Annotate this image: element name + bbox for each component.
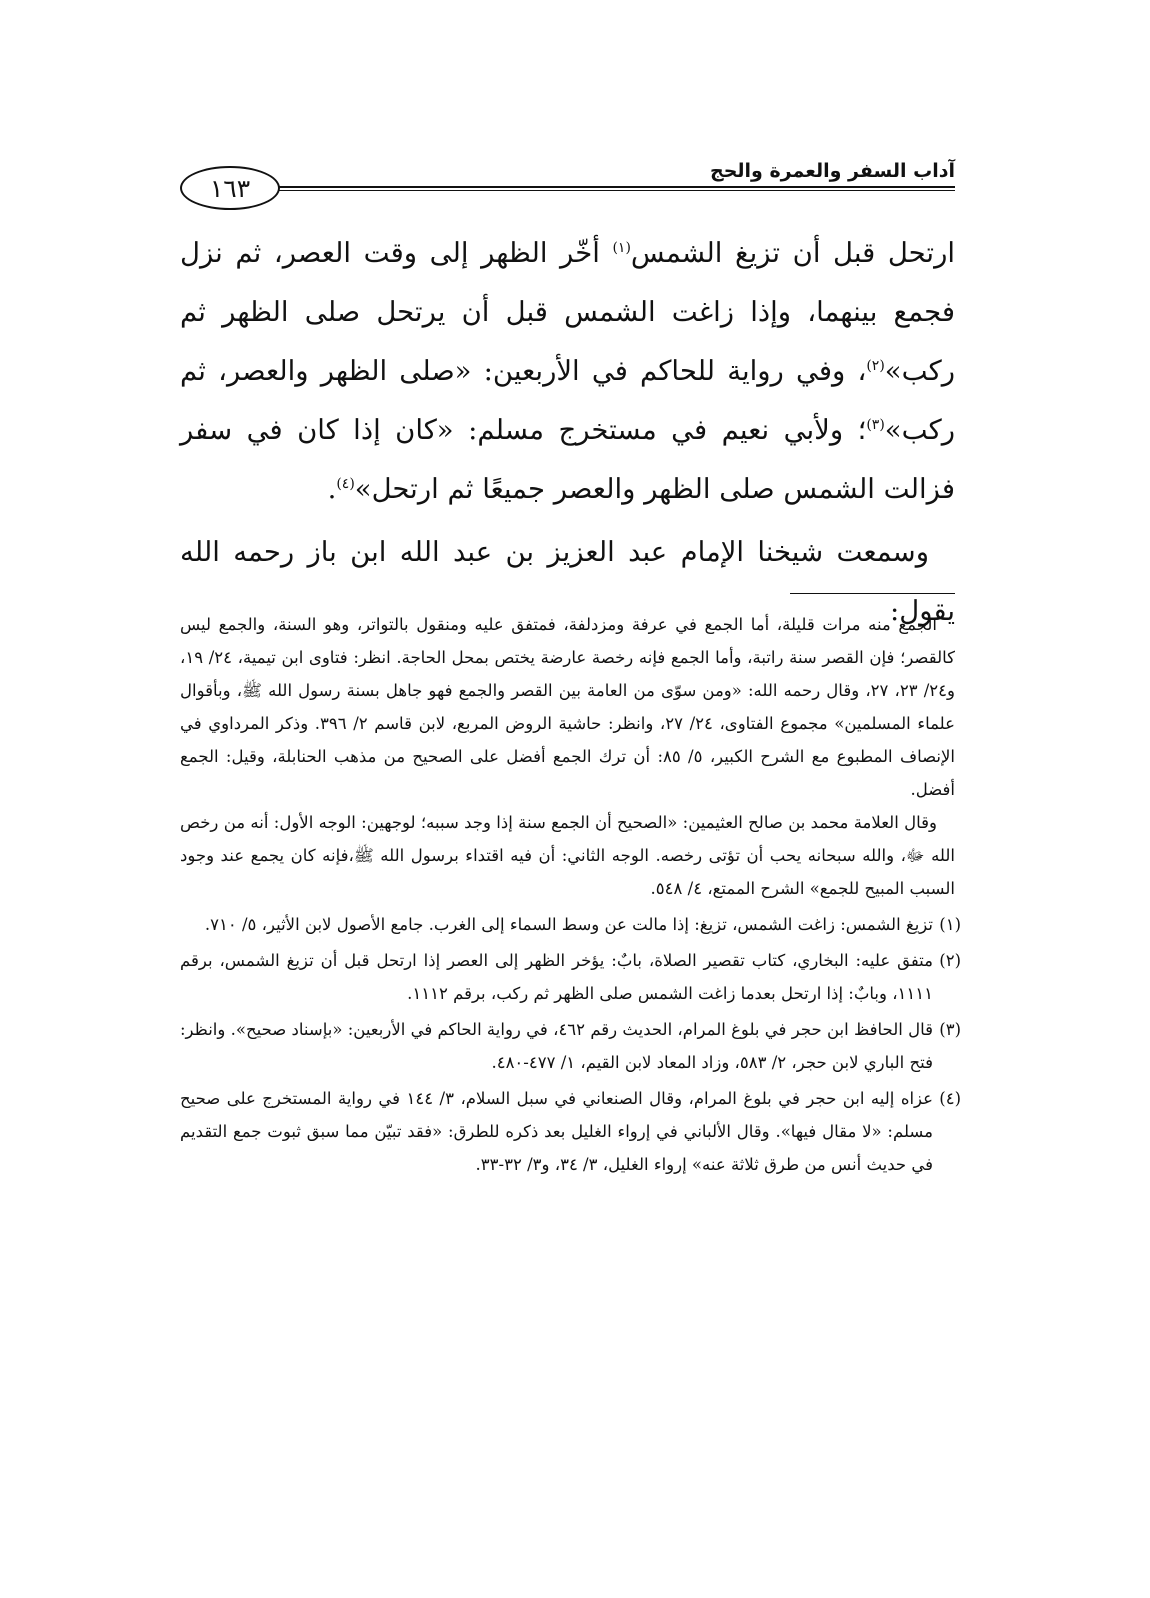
footnote-ref[interactable]: (١) [612, 239, 631, 256]
main-paragraph [180, 224, 955, 519]
footnote-ref[interactable]: (٢) [866, 357, 885, 374]
page-header [180, 158, 955, 210]
text-segment: ؛ ولأبي نعيم في مستخرج مسلم: «كان إذا كان في سفر فزالت الشمس صلى الظهر والعصر جميعًا ثم ارتحل» [180, 414, 955, 505]
footnote-continuation: الجمع منه مرات قليلة، أما الجمع في عرفة ومزدلفة، فمتفق عليه ومنقول بالتواتر، وهو السنة، والجمع ليس كالقصر؛ فإن القصر سنة راتبة، وأما الجمع فإنه رخصة عارضة يختص بمحل الحاجة. انظر: فتاوى ابن تيمية، ٢٤/ ١٩، و٢٤/ ٢٣، ٢٧، وقال رحمه الله: «ومن سوّى من العامة بين القصر والجمع فهو جاهل بسنة رسول الله ﷺ، وبأقوال علماء المسلمين» مجموع الفتاوى، ٢٤/ ٢٧، وانظر: حاشية الروض المربع، لابن قاسم ٢/ ٣٩٦. وذكر المرداوي في الإنصاف المطبوع مع الشرح الكبير، ٥/ ٨٥: أن ترك الجمع أفضل على الصحيح من مذهب الحنابلة، وقيل: الجمع أفضل. [180, 615, 955, 799]
text-segment: ارتحل قبل أن تزيغ الشمس [630, 237, 956, 269]
footnote-ref[interactable]: (٣) [866, 416, 885, 433]
main-paragraph: وسمعت شيخنا الإمام عبد العزيز بن عبد الله ابن باز رحمه الله يقول: [180, 536, 955, 627]
footnote [180, 944, 961, 1010]
footnote-text: قال الحافظ ابن حجر في بلوغ المرام، الحديث رقم ٤٦٢، في رواية الحاكم في الأربعين: «بإسناد صحيح». وانظر: فتح الباري لابن حجر، ٢/ ٥٨٣، وزاد المعاد لابن القيم، ١/ ٤٧٧-٤٨٠. [180, 1020, 933, 1072]
footnote-number: (٣) [939, 1020, 961, 1039]
text-segment: أخّر الظهر إلى وقت العصر، ثم نزل فجمع بينهما، وإذا زاغت الشمس قبل أن يرتحل صلى الظهر ثم ركب» [180, 237, 955, 387]
footnote-text: متفق عليه: البخاري، كتاب تقصير الصلاة، بابٌ: يؤخر الظهر إلى العصر إذا ارتحل قبل أن تزيغ الشمس، برقم ١١١١، وبابٌ: إذا ارتحل بعدما زاغت الشمس صلى الظهر ثم ركب، برقم ١١١٢. [180, 951, 933, 1003]
page-number: ١٦٣ [180, 166, 280, 210]
header-rule [272, 186, 955, 191]
footnote-ref[interactable]: (٤) [336, 475, 355, 492]
footnote-number: (١) [939, 915, 961, 934]
footnotes [180, 608, 961, 1181]
footnote [180, 908, 961, 941]
footnote-number: (٢) [939, 951, 961, 970]
footnote-text: عزاه إليه ابن حجر في بلوغ المرام، وقال الصنعاني في سبل السلام، ٣/ ١٤٤ في رواية المستخرج على صحيح مسلم: «لا مقال فيها». وقال الألباني في إرواء الغليل بعد ذكره للطرق: «فقد تبيّن مما سبق ثبوت جمع التقديم في حديث أنس من طرق ثلاثة عنه» إرواء الغليل، ٣/ ٣٤، و٣/ ٣٢-٣٣. [180, 1089, 934, 1174]
main-text [180, 224, 955, 641]
footnote-text: تزيغ الشمس: زاغت الشمس، تزيغ: إذا مالت عن وسط السماء إلى الغرب. جامع الأصول لابن الأثير، ٥/ ٧١٠. [204, 915, 933, 934]
text-segment: . [327, 473, 337, 505]
footnote-separator [790, 593, 955, 594]
text-segment: ، وفي رواية للحاكم في الأربعين: «صلى الظهر والعصر، ثم ركب» [180, 355, 955, 446]
book-title: آداب السفر والعمرة والحج [710, 160, 955, 182]
footnote [180, 1082, 961, 1181]
footnote-continuation: وقال العلامة محمد بن صالح العثيمين: «الصحيح أن الجمع سنة إذا وجد سببه؛ لوجهين: الوجه الأول: أنه من رخص الله ﷻ، والله سبحانه يحب أن تؤتى رخصه. الوجه الثاني: أن فيه اقتداء برسول الله ﷺ،فإنه كان يجمع عند وجود السبب المبيح للجمع» الشرح الممتع، ٤/ ٥٤٨. [180, 813, 955, 898]
footnote [180, 1013, 961, 1079]
footnote-number: (٤) [939, 1089, 961, 1108]
